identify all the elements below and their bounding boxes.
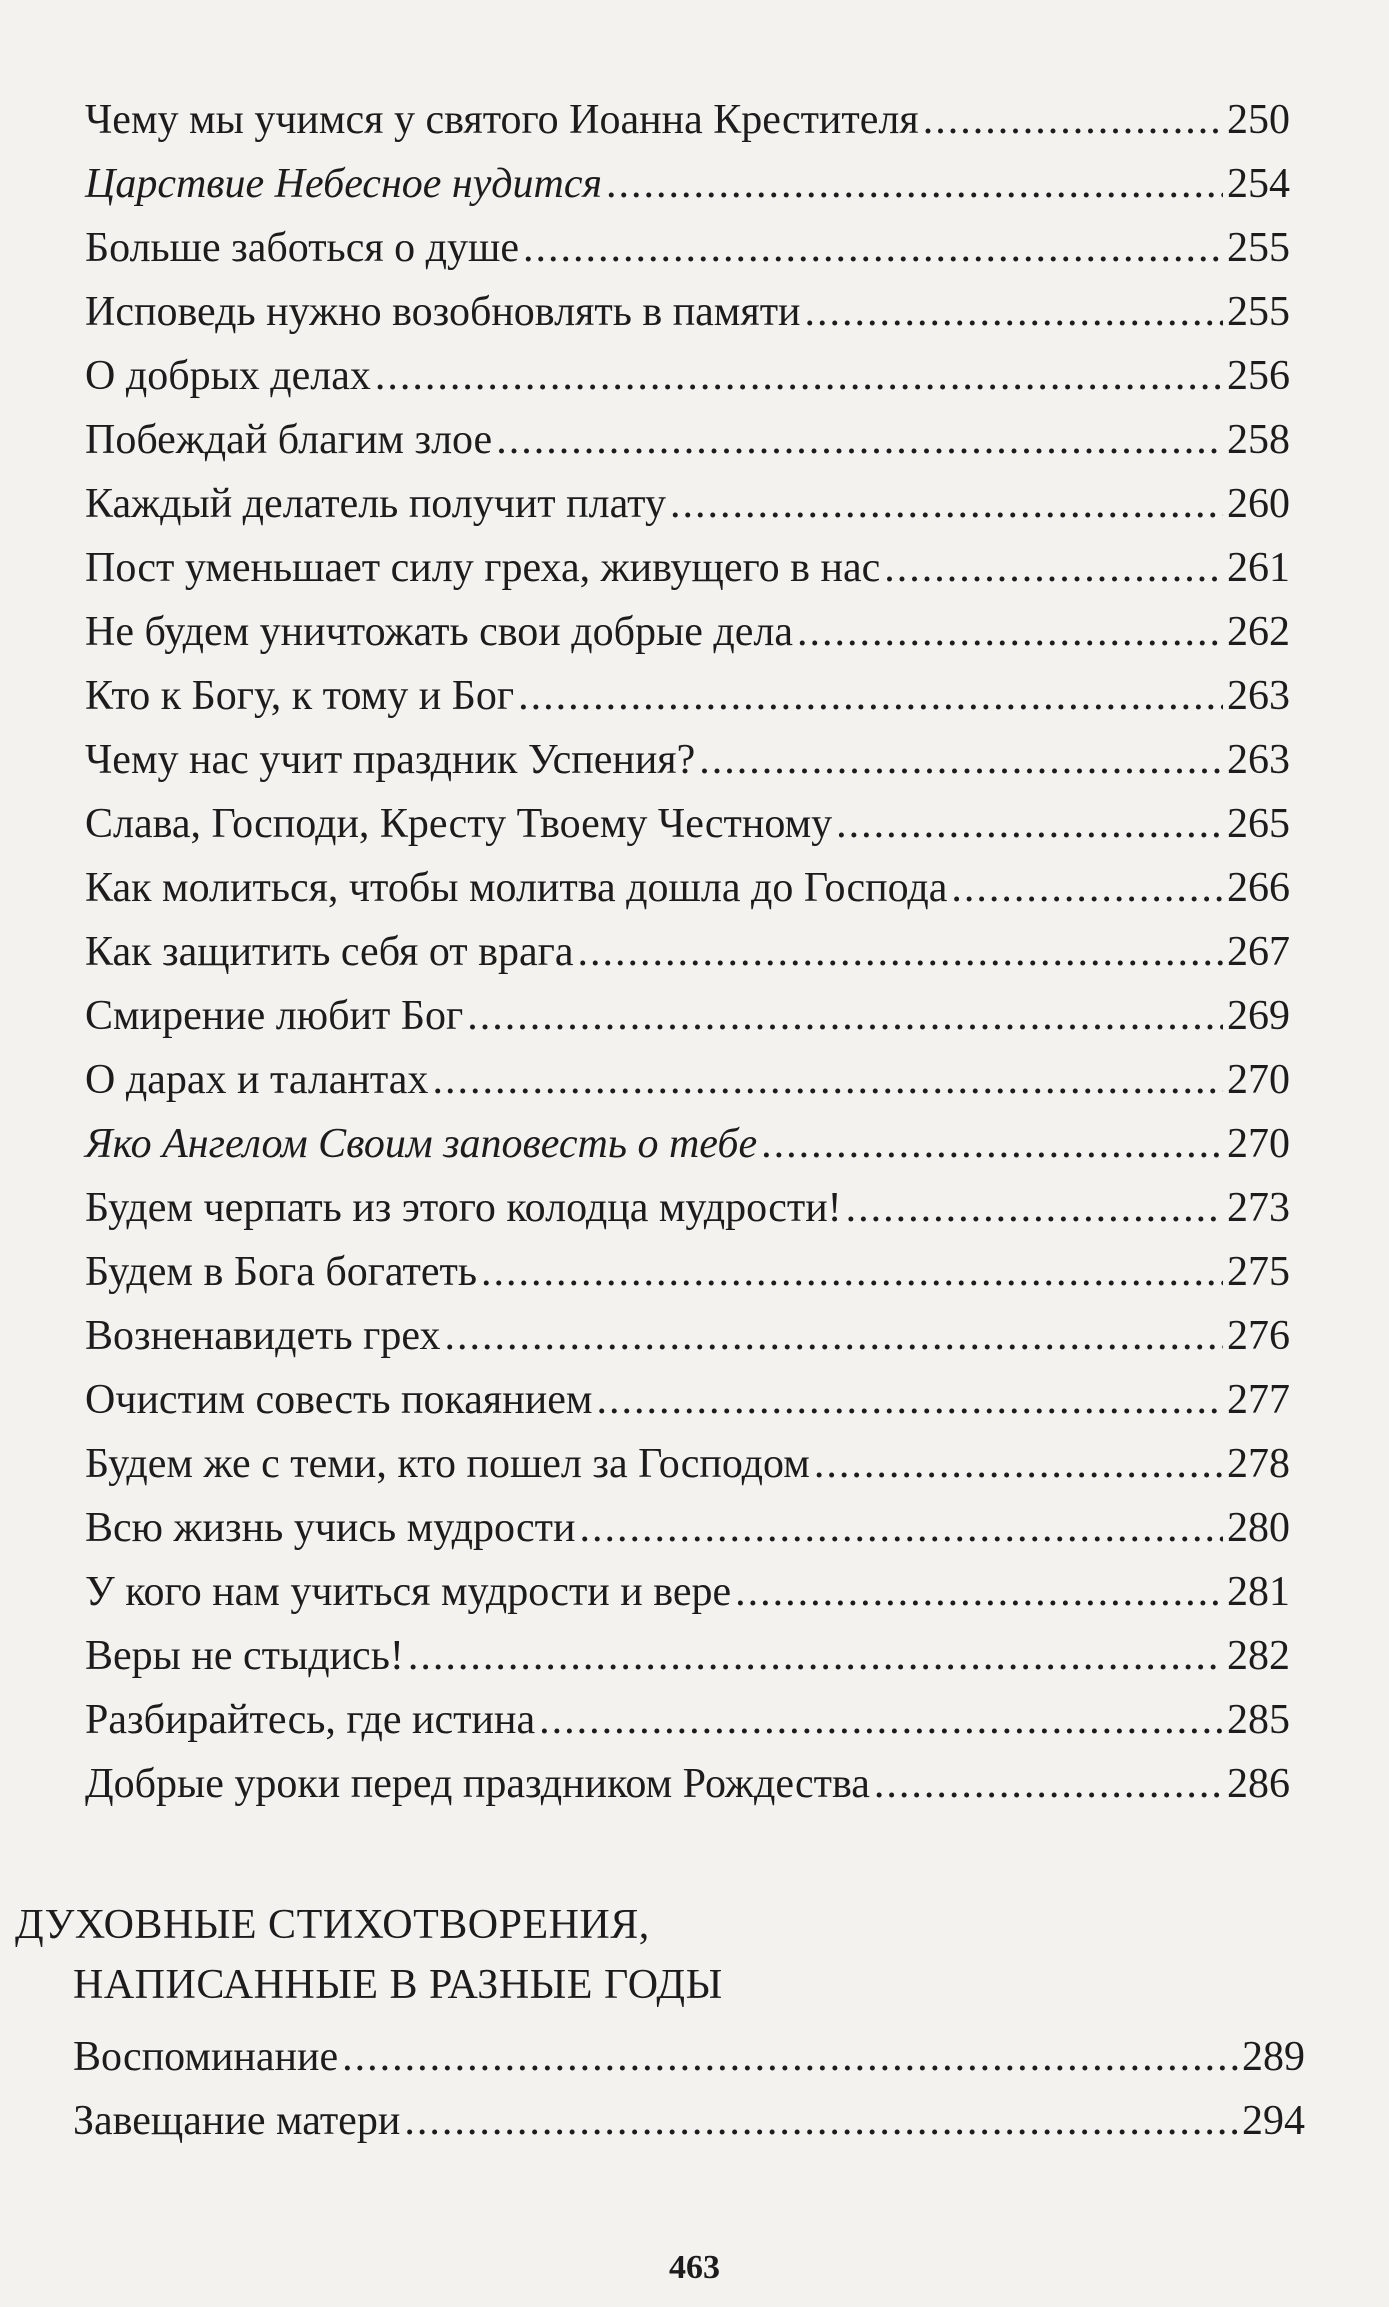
section-heading-line-2: НАПИСАННЫЕ В РАЗНЫЕ ГОДЫ	[73, 1962, 723, 2008]
toc-entry-page: 286	[1227, 1761, 1290, 1807]
toc-entry	[85, 1368, 1290, 1432]
dot-leader	[797, 600, 1223, 664]
toc-entry	[85, 1688, 1290, 1752]
dot-leader	[444, 1304, 1223, 1368]
dot-leader	[699, 728, 1223, 792]
toc-entry-title: У кого нам учиться мудрости и вере	[85, 1569, 732, 1615]
toc-entry-title: Будем в Бога богатеть	[85, 1249, 477, 1295]
toc-entry-page: 280	[1227, 1505, 1290, 1551]
toc-entry	[85, 88, 1290, 152]
toc-entry-title: Смирение любит Бог	[85, 993, 464, 1039]
dot-leader	[523, 216, 1223, 280]
toc-entry-page: 289	[1242, 2034, 1305, 2080]
toc-entry-title: Царствие Небесное нудится	[85, 161, 603, 207]
toc-entry-title: Очистим совесть покаянием	[85, 1377, 593, 1423]
dot-leader	[596, 1368, 1223, 1432]
toc-entry-page: 281	[1227, 1569, 1290, 1615]
dot-leader	[874, 1752, 1223, 1816]
toc-entry-page: 275	[1227, 1249, 1290, 1295]
toc-entry-title: Побеждай благим злое	[85, 417, 493, 463]
toc-entry-title: Каждый делатель получит плату	[85, 481, 666, 527]
dot-leader	[404, 2089, 1238, 2153]
toc-entry-page: 260	[1227, 481, 1290, 527]
dot-leader	[481, 1240, 1223, 1304]
toc-entry	[85, 1240, 1290, 1304]
toc-entry-page: 263	[1227, 673, 1290, 719]
toc-entry	[85, 1112, 1290, 1176]
toc-entry-title: Пост уменьшает силу греха, живущего в нас	[85, 545, 881, 591]
toc-entry-page: 278	[1227, 1441, 1290, 1487]
section-heading-line-1: ДУХОВНЫЕ СТИХОТВОРЕНИЯ,	[15, 1902, 650, 1948]
toc-entry-page: 263	[1227, 737, 1290, 783]
toc-entry	[85, 536, 1290, 600]
toc-entry	[85, 280, 1290, 344]
toc-entry	[73, 2089, 1305, 2153]
toc-entry	[85, 920, 1290, 984]
toc-entry	[85, 856, 1290, 920]
dot-leader	[814, 1432, 1223, 1496]
dot-leader	[735, 1560, 1223, 1624]
dot-leader	[577, 920, 1223, 984]
table-of-contents	[85, 88, 1290, 1816]
toc-entry-title: Как молиться, чтобы молитва дошла до Господа	[85, 865, 948, 911]
toc-entry	[85, 152, 1290, 216]
toc-entry	[85, 728, 1290, 792]
toc-entry-title: Больше заботься о душе	[85, 225, 520, 271]
toc-entry-page: 273	[1227, 1185, 1290, 1231]
toc-entry	[85, 1752, 1290, 1816]
toc-entry-title: Яко Ангелом Своим заповесть о тебе	[85, 1121, 758, 1167]
dot-leader	[670, 472, 1223, 536]
toc-entry-title: Чему мы учимся у святого Иоанна Крестителя	[85, 97, 919, 143]
toc-entry-title: Разбирайтесь, где истина	[85, 1697, 536, 1743]
toc-entry	[85, 1560, 1290, 1624]
dot-leader	[606, 152, 1223, 216]
toc-entry-title: Слава, Господи, Кресту Твоему Честному	[85, 801, 833, 847]
toc-entry-page: 270	[1227, 1057, 1290, 1103]
toc-entry-page: 256	[1227, 353, 1290, 399]
toc-entry-title: Будем черпать из этого колодца мудрости!	[85, 1185, 842, 1231]
toc-entry	[85, 1176, 1290, 1240]
toc-entry-page: 265	[1227, 801, 1290, 847]
dot-leader	[539, 1688, 1223, 1752]
dot-leader	[375, 344, 1223, 408]
toc-entry-page: 258	[1227, 417, 1290, 463]
toc-entry-title: Всю жизнь учись мудрости	[85, 1505, 576, 1551]
toc-entry-page: 266	[1227, 865, 1290, 911]
dot-leader	[518, 664, 1223, 728]
toc-entry-title: Исповедь нужно возобновлять в памяти	[85, 289, 801, 335]
toc-entry-title: Как защитить себя от врага	[85, 929, 574, 975]
toc-entry-page: 254	[1227, 161, 1290, 207]
section-heading	[15, 1895, 723, 2015]
dot-leader	[432, 1048, 1223, 1112]
toc-entry-title: О добрых делах	[85, 353, 371, 399]
toc-entry	[85, 344, 1290, 408]
toc-entry-title: Веры не стыдись!	[85, 1633, 404, 1679]
toc-entry-page: 267	[1227, 929, 1290, 975]
toc-entry	[85, 216, 1290, 280]
toc-entry-title: Чему нас учит праздник Успения?	[85, 737, 696, 783]
dot-leader	[496, 408, 1223, 472]
dot-leader	[836, 792, 1223, 856]
toc-entry-page: 282	[1227, 1633, 1290, 1679]
dot-leader	[761, 1112, 1223, 1176]
toc-entry-page: 276	[1227, 1313, 1290, 1359]
page-number: 463	[669, 2249, 720, 2286]
toc-entry	[85, 984, 1290, 1048]
dot-leader	[467, 984, 1223, 1048]
toc-entry-title: Не будем уничтожать свои добрые дела	[85, 609, 793, 655]
dot-leader	[805, 280, 1223, 344]
toc-entry-title: Кто к Богу, к тому и Бог	[85, 673, 515, 719]
table-of-contents-poems	[73, 2025, 1305, 2153]
dot-leader	[923, 88, 1223, 152]
dot-leader	[408, 1624, 1223, 1688]
toc-entry	[85, 472, 1290, 536]
toc-entry	[85, 408, 1290, 472]
toc-entry	[85, 1048, 1290, 1112]
dot-leader	[951, 856, 1223, 920]
toc-entry	[85, 600, 1290, 664]
toc-entry-title: О дарах и талантах	[85, 1057, 429, 1103]
toc-entry-title: Будем же с теми, кто пошел за Господом	[85, 1441, 810, 1487]
dot-leader	[579, 1496, 1223, 1560]
toc-entry-title: Добрые уроки перед праздником Рождества	[85, 1761, 870, 1807]
toc-entry	[85, 664, 1290, 728]
toc-entry-title: Возненавидеть грех	[85, 1313, 441, 1359]
toc-entry-page: 261	[1227, 545, 1290, 591]
toc-entry	[85, 1304, 1290, 1368]
toc-entry-page: 262	[1227, 609, 1290, 655]
toc-entry	[85, 792, 1290, 856]
dot-leader	[884, 536, 1223, 600]
toc-entry-page: 277	[1227, 1377, 1290, 1423]
toc-entry	[85, 1624, 1290, 1688]
toc-entry-page: 269	[1227, 993, 1290, 1039]
dot-leader	[846, 1176, 1223, 1240]
toc-entry-page: 294	[1242, 2098, 1305, 2144]
toc-entry-page: 285	[1227, 1697, 1290, 1743]
toc-entry	[85, 1496, 1290, 1560]
dot-leader	[342, 2025, 1238, 2089]
toc-entry-title: Воспоминание	[73, 2034, 339, 2080]
toc-entry	[73, 2025, 1305, 2089]
toc-entry-page: 255	[1227, 289, 1290, 335]
toc-entry-title: Завещание матери	[73, 2098, 401, 2144]
toc-entry-page: 270	[1227, 1121, 1290, 1167]
toc-entry-page: 255	[1227, 225, 1290, 271]
toc-entry	[85, 1432, 1290, 1496]
toc-entry-page: 250	[1227, 97, 1290, 143]
